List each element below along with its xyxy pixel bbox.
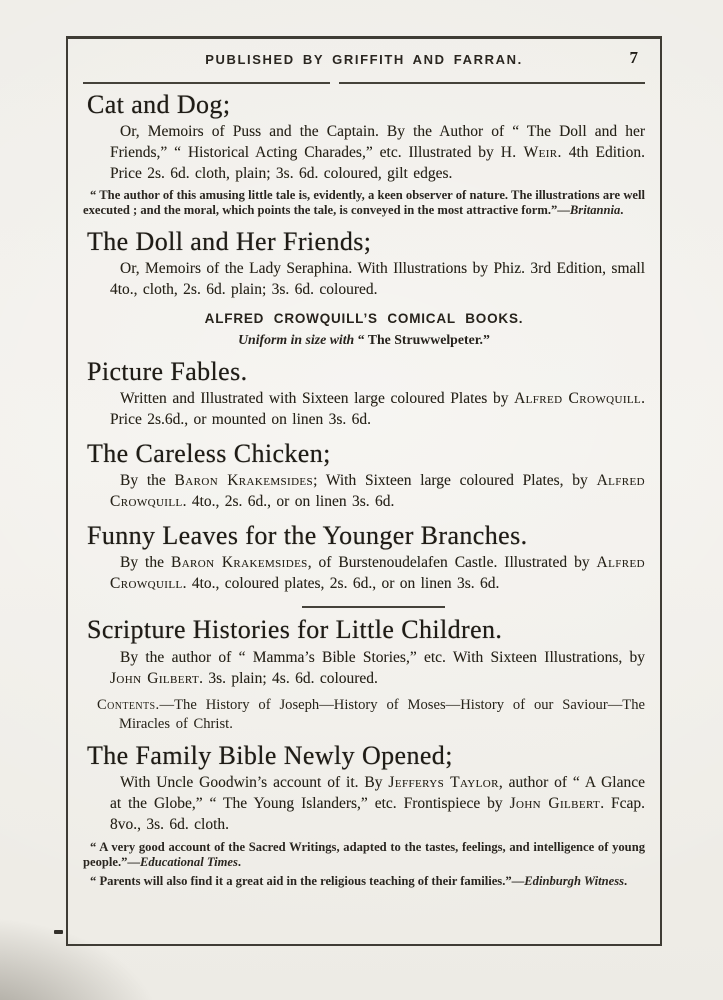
text-segment: H. Weir.	[500, 144, 562, 162]
book-description	[110, 388, 645, 430]
text-segment: .	[620, 203, 624, 218]
press-review	[83, 840, 645, 870]
text-segment: —The History of Joseph—History of Moses—History of our Saviour—The Miracles of Christ.	[119, 696, 645, 732]
book-title: Scripture Histories for Little Children.	[87, 615, 503, 645]
text-segment: “ The author of this amusing little tale is, evidently, a keen observer of nature. The illustrations are well executed ; and the moral, which points the tale, is conveyed in the most attractive form.”—	[83, 188, 645, 218]
book-title: The Doll and Her Friends;	[87, 226, 372, 256]
text-segment: Educational Times	[140, 854, 238, 869]
text-segment: Written and Illustrated with Sixteen large coloured Plates by	[120, 389, 515, 407]
text-segment: By the	[120, 554, 171, 572]
ink-speck	[54, 930, 63, 934]
text-segment: Alfred Crowquill	[514, 389, 642, 407]
text-segment: Baron Krakemsides	[174, 472, 314, 490]
page-number: 7	[629, 48, 638, 67]
text-segment: . 4to., coloured plates, 2s. 6d., or on linen 3s. 6d.	[182, 575, 500, 593]
press-review	[83, 874, 645, 889]
text-segment: Uniform in size with	[238, 331, 358, 347]
publisher-header: PUBLISHED BY GRIFFITH AND FARRAN.	[205, 52, 523, 67]
text-segment: . 4to., 2s. 6d., or on linen 3s. 6d.	[182, 493, 395, 511]
text-segment: Alfred Crowquill	[110, 472, 645, 511]
section-divider-rule	[302, 606, 445, 608]
text-segment: Edinburgh Witness	[524, 873, 624, 888]
book-description	[110, 470, 645, 512]
text-segment: By the	[120, 472, 175, 490]
book-description	[110, 121, 645, 184]
text-segment: , of Burstenoudelafen Castle. Illustrated by	[307, 554, 597, 572]
text-segment: “ The Struwwelpeter.”	[357, 331, 490, 347]
entry-family-bible	[83, 742, 645, 889]
press-review	[83, 188, 645, 218]
series-title: ALFRED CROWQUILL’S COMICAL BOOKS.	[204, 310, 524, 326]
text-segment: .	[624, 873, 628, 888]
text-segment: With Uncle Goodwin’s account of it. By	[120, 774, 389, 792]
text-segment: ; With Sixteen large coloured Plates, by	[313, 472, 597, 490]
text-segment: .	[237, 854, 242, 869]
book-title: Cat and Dog;	[87, 90, 231, 119]
header-rule-left-segment	[83, 82, 330, 84]
text-segment: Or, Memoirs of Puss and the Captain. By the Author of “ The Doll and her Friends,” “ Historical Acting Charades,” etc. Illustrated by	[110, 123, 645, 162]
entry-picture-fables	[83, 358, 645, 430]
entry-funny-leaves	[83, 522, 645, 594]
header-rule	[83, 82, 645, 84]
book-description	[110, 772, 645, 835]
text-segment: Or, Memoirs of the Lady Seraphina. With Illustrations by Phiz. 3rd Edition, small 4to., cloth, 2s. 6d. plain; 3s. 6d. coloured.	[110, 259, 645, 298]
book-title: The Careless Chicken;	[87, 439, 331, 468]
book-title: Picture Fables.	[87, 356, 248, 386]
text-segment: Britannia	[569, 203, 621, 218]
text-segment: . Price 2s.6d., or mounted on linen 3s. 6d.	[110, 389, 646, 428]
book-title: Funny Leaves for the Younger Branches.	[87, 521, 528, 551]
text-segment: . Fcap. 8vo., 3s. 6d. cloth.	[110, 795, 645, 834]
text-segment: Contents.	[97, 696, 160, 713]
series-header-block	[83, 311, 645, 348]
entry-scripture-histories	[83, 616, 645, 734]
text-segment: John Gilbert	[509, 795, 601, 813]
text-segment: “ Parents will also find it a great aid in the religious teaching of their families.”—	[90, 873, 525, 888]
header-rule-right-segment	[339, 82, 645, 84]
book-description	[110, 647, 645, 689]
series-note	[83, 332, 645, 348]
contents-listing	[97, 696, 645, 735]
text-segment: , author of “ A Glance at the Globe,” “ The Young Islanders,” etc. Frontispiece by	[110, 774, 645, 813]
entry-cat-and-dog	[83, 91, 645, 219]
text-segment: . 3s. plain; 4s. 6d. coloured.	[199, 669, 378, 687]
page-border-frame	[66, 36, 662, 946]
text-segment: By the author of “ Mamma’s Bible Stories,” etc. With Sixteen Illustrations, by	[120, 648, 645, 666]
text-segment: Baron Krakemsides	[170, 554, 308, 572]
text-segment: John Gilbert	[110, 669, 200, 687]
entry-careless-chicken	[83, 440, 645, 512]
book-description	[110, 258, 645, 300]
text-segment: Alfred Crowquill	[110, 554, 645, 593]
text-segment: “ A very good account of the Sacred Writings, adapted to the tastes, feelings, and intelligence of young people.”—	[83, 839, 645, 869]
book-description	[110, 552, 645, 594]
text-segment: 4th Edition. Price 2s. 6d. cloth, plain; 3s. 6d. coloured, gilt edges.	[110, 144, 645, 183]
entry-doll-and-her-friends	[83, 228, 645, 300]
book-title: The Family Bible Newly Opened;	[87, 741, 453, 771]
text-segment: Jefferys Taylor	[388, 774, 499, 792]
running-head	[83, 48, 645, 69]
